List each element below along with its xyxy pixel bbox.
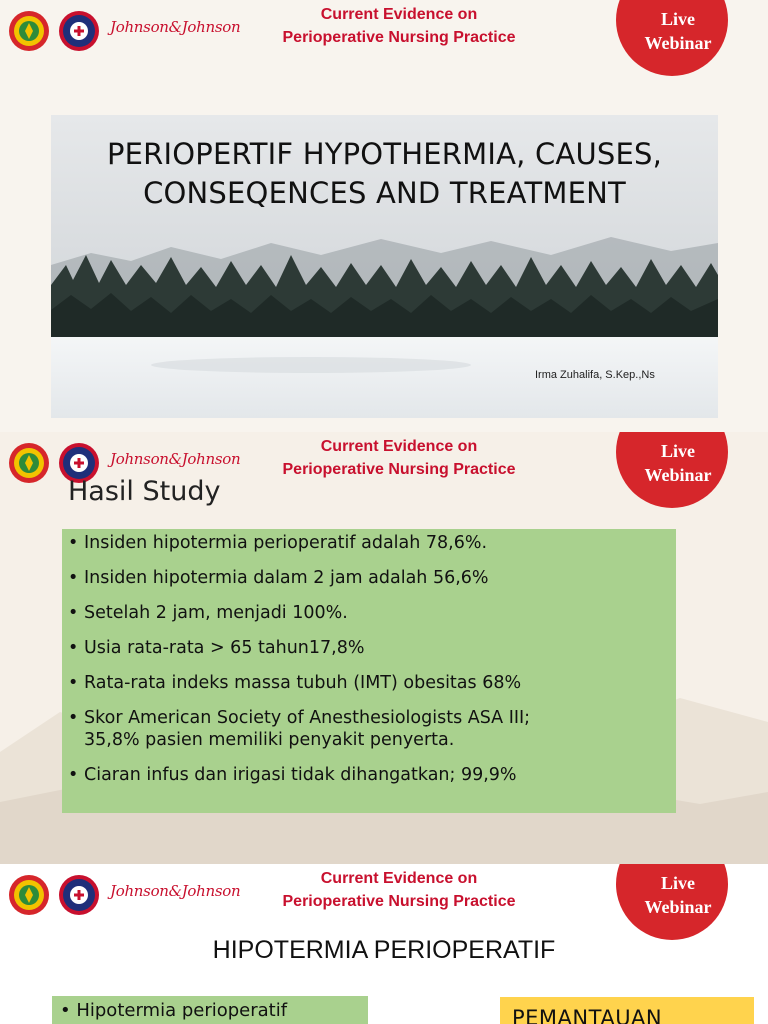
- brand-wordmark: Johnson&Johnson: [110, 450, 241, 468]
- live-badge-line2: Webinar: [644, 897, 712, 917]
- live-badge-line1: Live: [661, 873, 695, 893]
- brand-wordmark: Johnson&Johnson: [110, 882, 241, 900]
- findings-list: [68, 532, 674, 799]
- author-name: Irma Zuhalifa, S.Kep.,Ns: [535, 369, 655, 381]
- list-item-line1: • Skor American Society of Anesthesiologists ASA III;: [84, 708, 531, 728]
- list-item-multiline: [68, 707, 674, 751]
- list-item: • Ciaran infus dan irigasi tidak dihangatkan; 99,9%: [68, 764, 674, 786]
- list-item: • Rata-rata indeks massa tubuh (IMT) obesitas 68%: [68, 672, 674, 694]
- association-logo-icon: [58, 874, 100, 916]
- list-item-label: Hipotermia perioperatif: [76, 1000, 288, 1021]
- live-badge-line2: Webinar: [644, 33, 712, 53]
- brand-wordmark: Johnson&Johnson: [110, 18, 241, 36]
- university-logo-icon: [8, 10, 50, 52]
- live-badge-line1: Live: [661, 441, 695, 461]
- monitoring-label: PEMANTAUAN: [512, 1006, 663, 1024]
- slide-3: [0, 864, 768, 1024]
- slide-header: [0, 0, 768, 70]
- section-heading: HIPOTERMIA PERIOPERATIF: [212, 936, 556, 964]
- webinar-title-line1: Current Evidence on: [320, 6, 478, 23]
- live-badge-line1: Live: [661, 9, 695, 29]
- live-badge-line2: Webinar: [644, 465, 712, 485]
- university-logo-icon: [8, 874, 50, 916]
- webinar-title-line2: Perioperative Nursing Practice: [282, 893, 516, 910]
- list-item: • Hipotermia perioperatif: [60, 1000, 288, 1021]
- list-item: • Usia rata-rata > 65 tahun17,8%: [68, 637, 674, 659]
- presentation-title-line1: PERIOPERTIF HYPOTHERMIA, CAUSES,: [106, 137, 663, 171]
- slide-2: [0, 432, 768, 864]
- university-logo-icon: [8, 442, 50, 484]
- slide-header: [0, 864, 768, 934]
- association-logo-icon: [58, 10, 100, 52]
- webinar-title-line1: Current Evidence on: [320, 438, 478, 455]
- webinar-title-line2: Perioperative Nursing Practice: [282, 461, 516, 478]
- webinar-title-line1: Current Evidence on: [320, 870, 478, 887]
- list-item-line2: 35,8% pasien memiliki penyakit penyerta.: [84, 730, 455, 750]
- slide-1: [0, 0, 768, 432]
- presentation-title-line2: CONSEQENCES AND TREATMENT: [143, 176, 626, 210]
- webinar-title-line2: Perioperative Nursing Practice: [282, 29, 516, 46]
- hero-image: [51, 115, 718, 418]
- list-item: • Setelah 2 jam, menjadi 100%.: [68, 602, 674, 624]
- list-item: • Insiden hipotermia dalam 2 jam adalah 56,6%: [68, 567, 674, 589]
- section-heading: Hasil Study: [68, 476, 221, 507]
- list-item: • Insiden hipotermia perioperatif adalah 78,6%.: [68, 532, 674, 554]
